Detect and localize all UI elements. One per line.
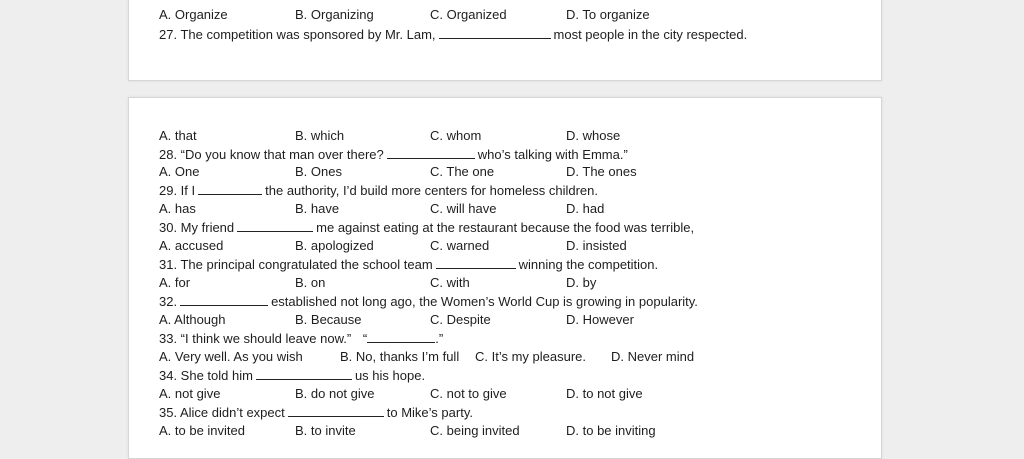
option-b: B. do not give xyxy=(295,386,375,401)
option-a: A. accused xyxy=(159,238,224,253)
option-d: D. to not give xyxy=(566,386,643,401)
answer-blank xyxy=(288,403,384,417)
option-a: A. Organize xyxy=(159,7,228,22)
option-c: C. with xyxy=(430,275,470,290)
document-page xyxy=(128,97,882,459)
question-32 xyxy=(159,292,861,311)
option-b: B. Because xyxy=(295,312,362,327)
option-a: A. One xyxy=(159,164,200,179)
option-b: B. to invite xyxy=(295,423,356,438)
option-d: D. The ones xyxy=(566,164,637,179)
option-a: A. to be invited xyxy=(159,423,245,438)
option-d: D. Never mind xyxy=(611,349,695,364)
option-b: B. which xyxy=(295,128,345,143)
option-d: D. insisted xyxy=(566,238,627,253)
option-a: A. for xyxy=(159,275,191,290)
question-text: 31. The principal congratulated the school team xyxy=(159,257,433,272)
question-34 xyxy=(159,366,861,385)
option-c: C. Organized xyxy=(430,7,507,22)
answer-blank xyxy=(439,25,551,39)
question-text: 33. “I think we should leave now.” xyxy=(159,331,352,346)
question-30 xyxy=(159,218,861,237)
document-page xyxy=(128,0,882,81)
question-text-end: most people in the city respected. xyxy=(553,27,748,42)
answer-blank xyxy=(367,329,435,343)
option-d: D. However xyxy=(566,312,634,327)
open-quote: “ xyxy=(362,331,368,346)
question-text-end: who’s talking with Emma.” xyxy=(477,147,628,162)
option-c: C. being invited xyxy=(430,423,520,438)
question-text: 35. Alice didn’t expect xyxy=(159,405,285,420)
question-33 xyxy=(159,329,861,348)
question-27 xyxy=(159,25,861,44)
answer-blank xyxy=(256,366,352,380)
question-28 xyxy=(159,145,861,164)
option-a: A. Although xyxy=(159,312,226,327)
question-text: 27. The competition was sponsored by Mr. Lam, xyxy=(159,27,436,42)
question-text-end: me against eating at the restaurant because the food was terrible, xyxy=(316,220,695,235)
question-31 xyxy=(159,255,861,274)
option-b: B. have xyxy=(295,201,340,216)
question-text: 30. My friend xyxy=(159,220,235,235)
question-text: 32. xyxy=(159,294,178,309)
question-35 xyxy=(159,403,861,422)
question-text: 28. “Do you know that man over there? xyxy=(159,147,384,162)
question-text-end: the authority, I’d build more centers for homeless children. xyxy=(265,183,599,198)
option-a: A. Very well. As you wish xyxy=(159,349,303,364)
close-quote: .” xyxy=(435,331,444,346)
option-c: C. whom xyxy=(430,128,482,143)
question-29 xyxy=(159,181,861,200)
answer-blank xyxy=(198,181,262,195)
question-text-end: winning the competition. xyxy=(518,257,659,272)
answer-blank xyxy=(436,255,516,269)
option-b: B. Organizing xyxy=(295,7,374,22)
option-b: B. on xyxy=(295,275,326,290)
option-c: C. warned xyxy=(430,238,490,253)
answer-blank xyxy=(387,145,475,159)
question-text-end: us his hope. xyxy=(354,368,426,383)
option-d: D. to be inviting xyxy=(566,423,656,438)
option-d: D. by xyxy=(566,275,597,290)
option-a: A. not give xyxy=(159,386,221,401)
question-text: 34. She told him xyxy=(159,368,253,383)
question-text: 29. If I xyxy=(159,183,196,198)
answer-blank xyxy=(180,292,268,306)
option-c: C. The one xyxy=(430,164,495,179)
option-d: D. To organize xyxy=(566,7,650,22)
option-b: B. Ones xyxy=(295,164,342,179)
option-a: A. has xyxy=(159,201,196,216)
question-text-end: to Mike’s party. xyxy=(386,405,473,420)
question-text-end: established not long ago, the Women’s World Cup is growing in popularity. xyxy=(271,294,698,309)
option-c: C. It’s my pleasure. xyxy=(475,349,587,364)
option-b: B. apologized xyxy=(295,238,374,253)
option-b: B. No, thanks I’m full xyxy=(340,349,460,364)
option-a: A. that xyxy=(159,128,197,143)
option-d: D. whose xyxy=(566,128,621,143)
option-c: C. Despite xyxy=(430,312,491,327)
answer-blank xyxy=(237,218,313,232)
option-c: C. not to give xyxy=(430,386,507,401)
option-d: D. had xyxy=(566,201,605,216)
option-c: C. will have xyxy=(430,201,497,216)
